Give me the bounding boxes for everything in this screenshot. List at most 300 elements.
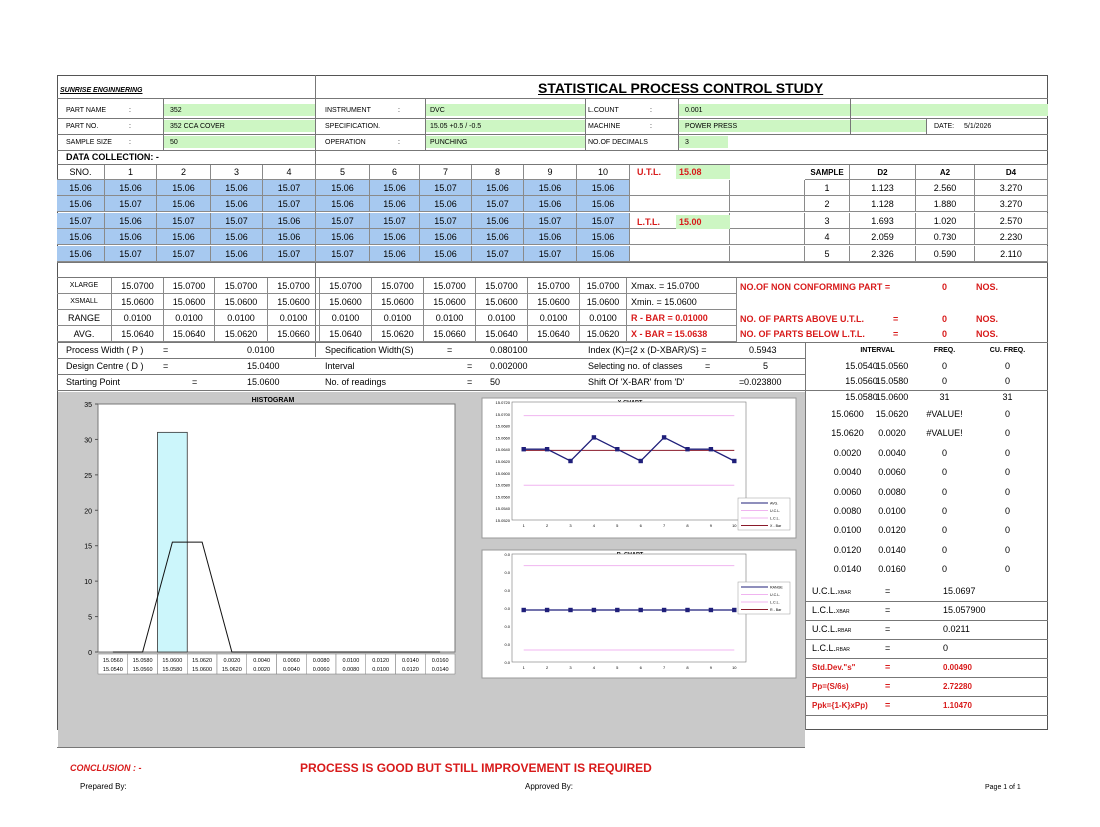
reading-cell: 15.07: [157, 246, 211, 262]
histogram-category-label: 0.0120: [401, 667, 419, 673]
lcount-label: L.COUNT: [588, 107, 619, 114]
nos-label: NOS.: [976, 329, 999, 339]
cu-freq-cell: 0: [1004, 544, 1010, 555]
reading-cell: 15.07: [211, 213, 263, 229]
x-x-tick: 10: [732, 523, 737, 528]
std-dev-value: 0.00490: [943, 663, 972, 672]
page-title: STATISTICAL PROCESS CONTROL STUDY: [538, 80, 824, 96]
xsmall-row-label: XSMALL: [57, 294, 112, 310]
constants-cell: 2.110: [975, 246, 1048, 262]
histogram-category-label: 0.0100: [342, 658, 360, 664]
machine-label: MACHINE: [588, 123, 621, 130]
readings-label: No. of readings: [325, 377, 387, 387]
eq: =: [192, 377, 198, 387]
ucl-rbar-label-sub: RBAR: [837, 628, 852, 634]
histogram-category-label: 15.0620: [192, 658, 213, 664]
interval-from: 0.0100: [833, 525, 862, 536]
reading-cell: 15.07: [105, 196, 157, 212]
constants-header: SAMPLE: [805, 165, 850, 180]
ucl-rbar-label: [812, 624, 851, 637]
x-x-tick: 2: [545, 523, 549, 528]
x-legend-label: AVG.: [770, 501, 779, 506]
reading-cell: 15.06: [472, 180, 524, 196]
r-x-tick: 6: [639, 665, 642, 670]
cu-freq-cell: 0: [1004, 447, 1010, 458]
cu-freq-cell: 0: [1004, 376, 1010, 387]
xsmall-row-cell: 15.0600: [372, 294, 424, 310]
above-utl-value: 0: [942, 314, 948, 324]
process-width-label: Process Width ( P ): [66, 345, 144, 355]
reading-cell: 15.06: [420, 229, 472, 245]
freq-header: FREQ.: [933, 347, 956, 354]
lcl-xbar-label: [812, 605, 850, 618]
avg-row-cell: 15.0620: [580, 326, 627, 342]
eq: =: [739, 377, 745, 387]
interval-to: 0.0160: [878, 564, 906, 575]
r-x-tick: 7: [662, 665, 666, 670]
histogram-category-label: 0.0140: [431, 667, 449, 673]
constants-cell: 1.880: [916, 196, 975, 212]
interval-to: 0.0080: [878, 486, 906, 497]
x-x-tick: 3: [569, 523, 572, 528]
ltl-value: 15.00: [679, 217, 702, 227]
r-legend-label: R - Bar: [770, 608, 782, 612]
histogram-category-label: 0.0040: [253, 658, 271, 664]
r-x-tick: 8: [686, 665, 689, 670]
xlarge-row-cell: 15.0700: [528, 278, 580, 294]
lcount-value: 0.001: [685, 107, 703, 114]
colon: :: [650, 123, 652, 130]
constants-cell: 2: [805, 196, 850, 212]
avg-row-label: AVG.: [57, 326, 112, 342]
lcl-xbar-label-main: L.C.L.: [812, 605, 837, 615]
specification-label: SPECIFICATION.: [325, 123, 381, 130]
reading-cell: 15.06: [157, 229, 211, 245]
cu-freq-cell: 0: [1004, 486, 1010, 497]
empty-cell: [730, 196, 805, 212]
histogram-category-label: 15.0540: [102, 667, 123, 673]
histogram-category-label: 0.0120: [372, 658, 390, 664]
freq-cell: #VALUE!: [926, 428, 963, 439]
xlarge-row-label: XLARGE: [57, 278, 112, 294]
x-y-tick: 15.0640: [495, 447, 510, 453]
stat-summary-value: 15.0600: [661, 297, 697, 307]
histogram-chart: [58, 392, 498, 754]
column-header: 1: [105, 165, 157, 180]
operation-label: OPERATION: [325, 139, 366, 146]
constants-cell: 1: [805, 180, 850, 196]
histogram-y-tick: 30: [84, 437, 92, 445]
histogram-category-label: 0.0080: [342, 667, 360, 673]
histogram-y-tick: 10: [84, 579, 92, 587]
x-point: [732, 459, 736, 463]
stat-summary-value: 15.0638: [672, 329, 708, 339]
x-y-tick: 15.0660: [495, 435, 510, 441]
sno-header: SNO.: [57, 165, 105, 180]
constants-cell: 3.270: [975, 180, 1048, 196]
interval-to: 15.0620: [875, 408, 909, 419]
reading-cell: 15.07: [472, 246, 524, 262]
reading-cell: 15.06: [211, 196, 263, 212]
eq: =: [163, 345, 169, 355]
r-x-tick: 4: [592, 665, 596, 670]
reading-cell: 15.06: [263, 213, 316, 229]
r-y-tick: 0.0: [504, 588, 510, 593]
ppk-value: 1.10470: [943, 701, 972, 710]
x-y-tick: 15.0680: [495, 423, 510, 429]
reading-cell: 15.07: [370, 213, 420, 229]
freq-cell: 31: [939, 391, 950, 402]
cu-freq-cell: 0: [1004, 505, 1010, 516]
interval-to: 0.0100: [878, 505, 906, 516]
constants-cell: 2.560: [916, 180, 975, 196]
reading-cell: 15.07: [57, 213, 105, 229]
lcl-xbar-label-sub: XBAR: [836, 609, 850, 615]
x-point: [615, 447, 619, 451]
interval-to: 15.0580: [875, 376, 909, 387]
x-y-tick: 15.0540: [495, 506, 510, 512]
r-legend-label: RANGE: [770, 585, 783, 590]
xlarge-row-cell: 15.0700: [580, 278, 627, 294]
empty-cell: [630, 196, 730, 212]
reading-cell: 15.07: [420, 213, 472, 229]
constants-cell: 2.059: [850, 229, 916, 245]
x-point: [545, 447, 549, 451]
x-x-tick: 9: [709, 523, 713, 528]
x-point: [709, 447, 713, 451]
part-name-label: PART NAME: [66, 107, 107, 114]
constants-cell: 2.326: [850, 246, 916, 262]
constants-cell: 4: [805, 229, 850, 245]
reading-cell: 15.07: [524, 246, 577, 262]
constants-cell: 1.693: [850, 213, 916, 229]
decimals-value: 3: [685, 139, 689, 146]
starting-point-value: 15.0600: [247, 377, 280, 387]
r-y-tick: 0.0: [504, 570, 510, 575]
starting-point-label: Starting Point: [66, 377, 121, 387]
cu-freq-cell: 0: [1004, 361, 1010, 371]
ucl-xbar-label-main: U.C.L.: [812, 586, 838, 596]
reading-cell: 15.06: [57, 229, 105, 245]
xsmall-row-cell: 15.0600: [164, 294, 215, 310]
histogram-category-label: 0.0020: [253, 667, 271, 673]
std-dev-label: Std.Dev."s": [812, 663, 856, 672]
histogram-y-tick: 5: [88, 614, 92, 622]
r-x-tick: 9: [709, 665, 713, 670]
ucl-xbar-value: 15.0697: [943, 586, 976, 596]
colon: :: [650, 107, 652, 114]
stat-summary: [627, 278, 737, 294]
column-header: 3: [211, 165, 263, 180]
interval-from: 15.0560: [845, 376, 878, 387]
interval-to: 0.0120: [878, 525, 906, 536]
r-y-tick: 0.0: [504, 642, 510, 647]
avg-row-cell: 15.0640: [476, 326, 528, 342]
eq: =: [467, 361, 473, 371]
xsmall-row-cell: 15.0600: [215, 294, 268, 310]
constants-cell: 0.590: [916, 246, 975, 262]
freq-cell: 0: [941, 361, 947, 371]
x-y-tick: 15.0580: [495, 482, 510, 488]
eq: =: [885, 662, 891, 672]
x-point: [685, 447, 689, 451]
interval-to: 0.0040: [878, 447, 906, 458]
classes-value: 5: [763, 361, 769, 371]
interval-from: 0.0060: [833, 486, 862, 497]
range-row-cell: 0.0100: [164, 310, 215, 326]
part-name-value: 352: [170, 107, 182, 114]
r-point: [685, 608, 689, 612]
constants-cell: 1.020: [916, 213, 975, 229]
stat-summary-label: R - BAR =: [631, 313, 673, 323]
range-row-cell: 0.0100: [528, 310, 580, 326]
reading-cell: 15.06: [577, 246, 630, 262]
xlarge-row-cell: 15.0700: [320, 278, 372, 294]
empty-cell: [630, 246, 730, 262]
histogram-y-tick: 20: [84, 508, 92, 516]
constants-cell: 1.128: [850, 196, 916, 212]
r-y-tick: 0.0: [504, 660, 510, 665]
reading-cell: 15.06: [157, 180, 211, 196]
lcl-rbar-label: [812, 643, 850, 656]
histogram-category-label: 15.0600: [192, 667, 213, 673]
x-legend-label: X - Bar: [770, 524, 782, 528]
range-row-cell: 0.0100: [476, 310, 528, 326]
histogram-category-label: 0.0060: [312, 667, 330, 673]
histogram-y-tick: 0: [88, 650, 92, 657]
histogram-category-label: 15.0580: [162, 667, 183, 673]
colon: :: [129, 139, 131, 146]
avg-row-cell: 15.0620: [372, 326, 424, 342]
r-point: [662, 608, 666, 612]
xsmall-row-cell: 15.0600: [112, 294, 164, 310]
prepared-by: Prepared By:: [80, 782, 127, 791]
date-value: 5/1/2026: [964, 123, 992, 130]
reading-cell: 15.07: [105, 246, 157, 262]
r-point: [709, 608, 713, 612]
reading-cell: 15.07: [263, 246, 316, 262]
lcl-rbar-value: 0: [943, 643, 949, 653]
colon: :: [398, 139, 400, 146]
reading-cell: 15.07: [420, 180, 472, 196]
lcount-bg: [678, 104, 1048, 116]
reading-cell: 15.06: [157, 196, 211, 212]
company-name: SUNRISE ENGINNERING: [60, 87, 143, 94]
x-legend-label: L.C.L.: [770, 516, 780, 521]
eq: =: [893, 314, 899, 324]
column-header: 8: [472, 165, 524, 180]
interval-header: INTERVAL: [860, 347, 895, 354]
r-legend-label: L.C.L.: [770, 600, 780, 605]
x-y-tick: 15.0600: [495, 470, 510, 476]
eq: =: [885, 624, 891, 634]
freq-cell: #VALUE!: [926, 408, 963, 419]
below-ltl-value: 0: [942, 329, 948, 339]
avg-row-cell: 15.0660: [268, 326, 320, 342]
range-row-label: RANGE: [57, 310, 112, 326]
shift-label: Shift Of 'X-BAR' from 'D': [588, 377, 685, 387]
stat-summary: [627, 294, 737, 310]
reading-cell: 15.06: [105, 229, 157, 245]
reading-cell: 15.07: [524, 213, 577, 229]
lcl-rbar-label-sub: RBAR: [836, 647, 850, 653]
histogram-title: HISTOGRAM: [251, 397, 295, 404]
ucl-xbar-label: [812, 586, 851, 599]
machine-value: POWER PRESS: [685, 123, 738, 130]
reading-cell: 15.06: [524, 196, 577, 212]
xsmall-row-cell: 15.0600: [268, 294, 320, 310]
range-row-cell: 0.0100: [268, 310, 320, 326]
colon: :: [129, 107, 131, 114]
part-name-bg: [163, 104, 315, 116]
reading-cell: 15.06: [370, 180, 420, 196]
interval-from: 0.0040: [833, 467, 862, 478]
interval-to: 0.0060: [878, 467, 906, 478]
xsmall-row-cell: 15.0600: [320, 294, 372, 310]
reading-cell: 15.06: [577, 196, 630, 212]
reading-cell: 15.06: [577, 229, 630, 245]
specification-value: 15.05 +0.5 / -0.5: [430, 123, 482, 130]
cu-freq-cell: 0: [1004, 428, 1010, 439]
reading-cell: 15.07: [316, 246, 370, 262]
page-number: Page 1 of 1: [985, 784, 1021, 791]
instrument-value: DVC: [430, 107, 445, 114]
x-x-tick: 6: [639, 523, 642, 528]
reading-cell: 15.07: [577, 213, 630, 229]
column-header: 7: [420, 165, 472, 180]
reading-cell: 15.06: [420, 246, 472, 262]
reading-cell: 15.06: [211, 229, 263, 245]
reading-cell: 15.06: [472, 213, 524, 229]
interval-from: 15.0580: [845, 391, 878, 402]
r-legend-label: U.C.L.: [770, 593, 781, 597]
constants-cell: 2.570: [975, 213, 1048, 229]
x-point: [568, 459, 572, 463]
spec-width-value: 0.080100: [490, 345, 528, 355]
conclusion-text: PROCESS IS GOOD BUT STILL IMPROVEMENT IS REQUIRED: [300, 761, 652, 775]
cu-freq-cell: 0: [1004, 408, 1010, 419]
reading-cell: 15.06: [370, 246, 420, 262]
utl-value: 15.08: [679, 167, 702, 177]
nos-label: NOS.: [976, 314, 999, 324]
reading-cell: 15.06: [370, 229, 420, 245]
r-y-tick: 0.0: [504, 624, 510, 629]
reading-cell: 15.06: [211, 180, 263, 196]
freq-cell: 0: [941, 525, 947, 536]
readings-value: 50: [490, 377, 501, 387]
range-row-cell: 0.0100: [320, 310, 372, 326]
x-point: [662, 435, 666, 439]
reading-cell: 15.06: [57, 246, 105, 262]
interval-from: 0.0140: [833, 564, 862, 575]
classes-label: Selecting no. of classes: [588, 361, 683, 371]
interval-from: 15.0600: [831, 408, 864, 419]
avg-row-cell: 15.0640: [164, 326, 215, 342]
reading-cell: 15.06: [524, 180, 577, 196]
reading-cell: 15.07: [472, 196, 524, 212]
histogram-y-tick: 35: [84, 402, 92, 409]
ucl-rbar-value: 0.0211: [943, 624, 970, 634]
histogram-plot-area: [98, 404, 455, 652]
histogram-category-label: 0.0020: [223, 658, 241, 664]
x-y-tick: 15.0700: [495, 411, 510, 417]
column-header: 10: [577, 165, 630, 180]
process-width-value: 0.0100: [247, 345, 275, 355]
histogram-category-label: 15.0620: [221, 667, 242, 673]
sample-size-value: 50: [170, 139, 178, 146]
r-y-tick: 0.0: [504, 606, 510, 611]
part-no-value: 352 CCA COVER: [170, 123, 225, 130]
freq-cell: 0: [941, 544, 947, 555]
reading-cell: 15.06: [316, 229, 370, 245]
sample-size-bg: [163, 136, 315, 148]
index-label: Index (K)={2 x (D-XBAR)/S} =: [588, 345, 707, 355]
constants-header: D2: [850, 165, 916, 180]
histogram-category-label: 15.0600: [162, 658, 183, 664]
xlarge-row-cell: 15.0700: [112, 278, 164, 294]
interval-to: 0.0020: [878, 428, 906, 439]
reading-cell: 15.06: [57, 196, 105, 212]
stat-summary: [627, 310, 737, 326]
avg-row-cell: 15.0660: [424, 326, 476, 342]
histogram-category-label: 0.0060: [282, 658, 300, 664]
x-plot-area: [512, 402, 746, 520]
histogram-category-label: 0.0080: [312, 658, 330, 664]
eq: =: [885, 605, 891, 615]
x-x-tick: 8: [686, 523, 689, 528]
xsmall-row-cell: 15.0600: [580, 294, 627, 310]
constants-cell: 0.730: [916, 229, 975, 245]
operation-value: PUNCHING: [430, 139, 468, 146]
x-point: [639, 459, 643, 463]
x-chart: [474, 392, 805, 540]
stat-summary-value: 0.01000: [672, 313, 708, 323]
decimals-label: NO.OF DECIMALS: [588, 139, 648, 146]
lcl-rbar-label-main: L.C.L.: [812, 643, 837, 653]
reading-cell: 15.07: [316, 213, 370, 229]
reading-cell: 15.06: [316, 180, 370, 196]
reading-cell: 15.06: [577, 180, 630, 196]
histogram-y-tick: 15: [84, 543, 92, 551]
constants-cell: 1.123: [850, 180, 916, 196]
x-x-tick: 4: [592, 523, 596, 528]
freq-cell: 0: [941, 467, 947, 478]
xlarge-row-cell: 15.0700: [164, 278, 215, 294]
reading-cell: 15.07: [263, 180, 316, 196]
sample-size-label: SAMPLE SIZE: [66, 139, 112, 146]
spec-width-label: Specification Width(S): [325, 345, 414, 355]
reading-cell: 15.06: [370, 196, 420, 212]
interval-to: 15.0600: [875, 391, 909, 402]
eq: =: [885, 700, 891, 710]
r-point: [615, 608, 619, 612]
instrument-label: INSTRUMENT: [325, 107, 371, 114]
lcl-xbar-value: 15.057900: [943, 605, 986, 615]
xlarge-row-cell: 15.0700: [268, 278, 320, 294]
histogram-category-label: 15.0580: [132, 658, 153, 664]
constants-cell: 3: [805, 213, 850, 229]
ltl-label: L.T.L.: [637, 217, 660, 227]
cu-freq-cell: 0: [1004, 525, 1010, 536]
avg-row-cell: 15.0640: [320, 326, 372, 342]
cu-freq-cell: 0: [1004, 467, 1010, 478]
column-header: 4: [263, 165, 316, 180]
stat-summary-value: 15.0700: [664, 281, 700, 291]
x-y-tick: 15.0520: [495, 518, 510, 523]
r-x-tick: 1: [522, 665, 525, 670]
reading-cell: 15.07: [263, 196, 316, 212]
conclusion-label: CONCLUSION : -: [70, 763, 142, 773]
